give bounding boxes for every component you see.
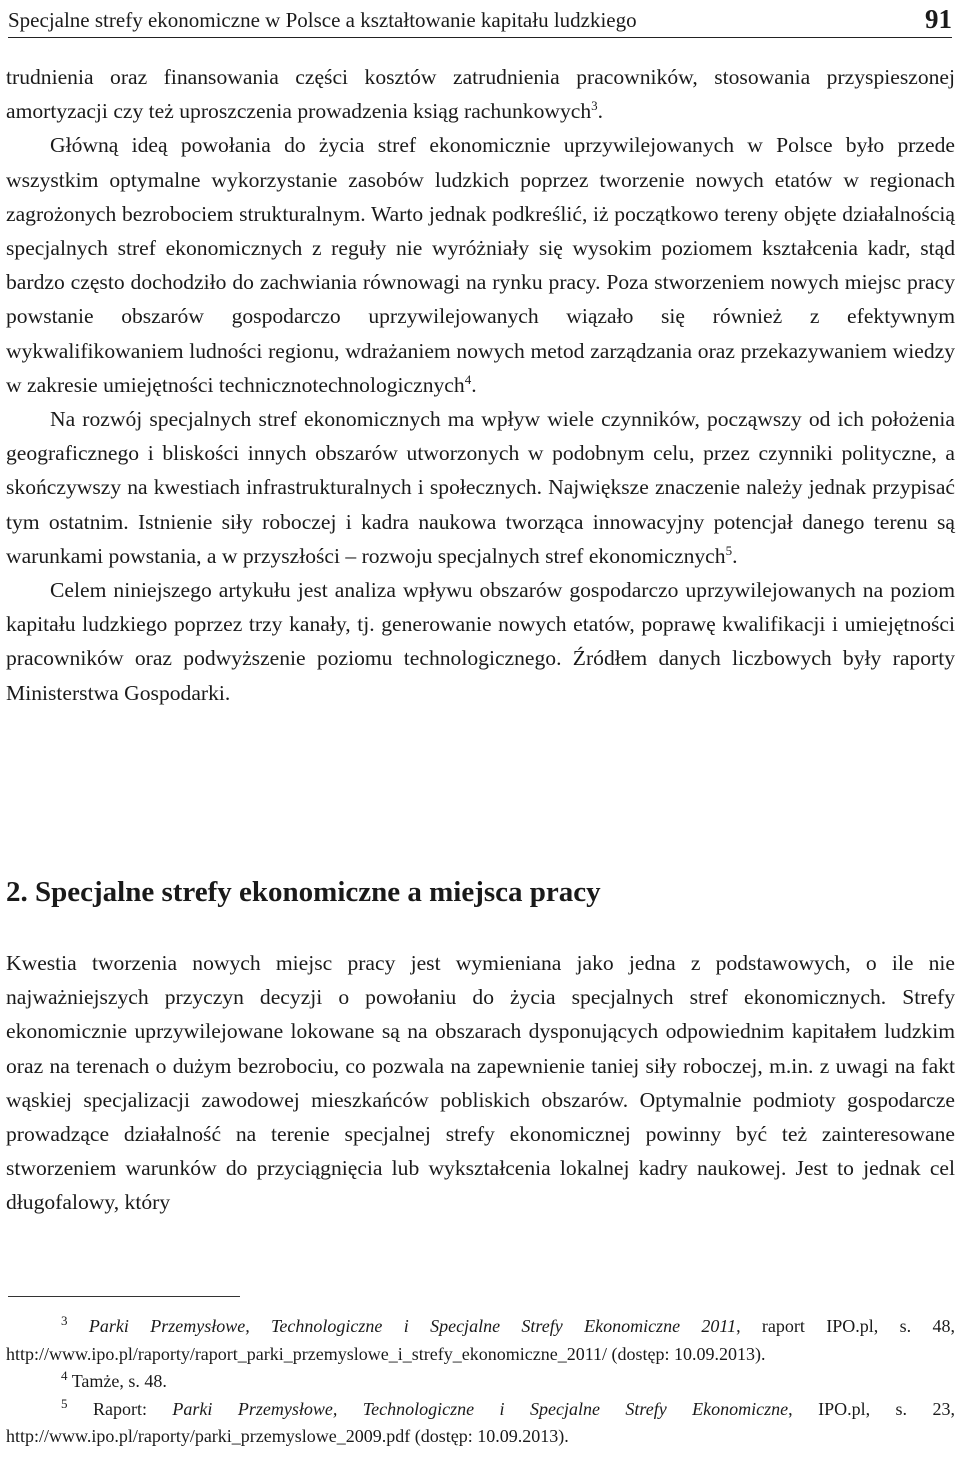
footnote-divider [8,1296,240,1297]
running-title: Specjalne strefy ekonomiczne w Polsce a kształtowanie kapitału ludzkiego [8,8,637,32]
footnote-ref-3: 3 [591,98,598,114]
paragraph-5: Kwestia tworzenia nowych miejsc pracy jest wymieniana jako jedna z podstawowych, o ile nie najważniejszych przyczyn decyzji o powołaniu do życia specjalnych stref ekonomicznych. Strefy ekonomicznie uprzywilejowane lokowane są na obszarach dysponujących odpowiednim kapitałem ludzkim oraz na terenach o dużym bezrobociu, co pozwala na zapewnienie taniej siły roboczej, m.in. z uwagi na fakt wąskiej specjalizacji zawodowej mieszkańców pobliskich obszarów. Optymalnie podmioty gospodarcze prowadzące działalność na terenie specjalnej strefy ekonomicznej powinny być też zainteresowane stworzeniem warunków do przyciągnięcia lub wykształcenia lokalnej kadry naukowej. Jest to jednak cel długofalowy, który [6,951,955,1215]
paragraph-1: trudnienia oraz finansowania części kosztów zatrudnienia pracowników, stosowania przyspieszonej amortyzacji czy też uproszczenia prowadzenia ksiąg rachunkowych$^3$. [6,65,955,124]
section-heading: 2. Specjalne strefy ekonomiczne a miejsca pracy [6,876,601,908]
footnote-4: $^4$ Tamże, s. 48. [61,1368,167,1391]
main-text [6,60,955,710]
footnote-5: $^5$ Raport: Parki Przemysłowe, Technologiczne i Specjalne Strefy Ekonomiczne, IPO.pl, s. 23, http://www.ipo.pl/raporty/parki_przemyslowe_2009.pdf (dostęp: 10.09.2013). [6,1395,956,1446]
paragraph-3: Na rozwój specjalnych stref ekonomicznych ma wpływ wiele czynników, począwszy od ich położenia geograficznego i bliskości innych obszarów utworzonych w podobnym celu, przez czynniki polityczne, a skończywszy na kwestiach infrastrukturalnych i społecznych. Największe znaczenie należy jednak przypisać tym ostatnim. Istnienie siły roboczej i kadra naukowa tworząca innowacyjny potencjał danego terenu są warunkami powstania, a w przyszłości – rozwoju specjalnych stref ekonomicznych$^5$. [6,407,955,568]
running-header [8,4,952,38]
footnote-ref-5: 5 [725,542,733,558]
paragraph-4: Celem niniejszego artykułu jest analiza wpływu obszarów gospodarczo uprzywilejowanych na poziom kapitału ludzkiego poprzez trzy kanały, tj. generowanie nowych etatów, poprawę kwalifikacji i umiejętności pracowników oraz podwyższenie poziomu technologicznego. Źródłem danych liczbowych były raporty Ministerstwa Gospodarki. [6,578,955,705]
footnotes [6,1313,955,1451]
footnote-3: $^3$ Parki Przemysłowe, Technologiczne i Specjalne Strefy Ekonomiczne 2011, raport IPO.pl, s. 48, http://www.ipo.pl/raporty/raport_parki_przemyslowe_i_strefy_ekonomiczne_2011/ (dostęp: 10.09.2013). [6,1313,955,1364]
paragraph-2: Główną ideą powołania do życia stref ekonomicznie uprzywilejowanych w Polsce było przede wszystkim optymalne wykorzystanie zasobów ludzkich poprzez tworzenie nowych etatów w regionach zagrożonych bezrobociem strukturalnym. Warto jednak podkreślić, iż początkowo tereny objęte działalnością specjalnych stref ekonomicznych z reguły nie wyróżniały się wysokim poziomem kształcenia kadr, stąd bardzo często dochodziło do zachwiania równowagi na rynku pracy. Poza stworzeniem nowych miejsc pracy powstanie obszarów gospodarczo uprzywilejowanych wiązało się również z efektywnym wykwalifikowaniem ludności regionu, wdrażaniem nowych metod zarządzania oraz przekazywaniem wiedzy w zakresie umiejętności technicznotechnologicznych$^4$. [6,133,955,397]
page-number: 91 [925,4,952,34]
section-text [6,946,955,1220]
footnote-ref-4: 4 [464,371,472,387]
